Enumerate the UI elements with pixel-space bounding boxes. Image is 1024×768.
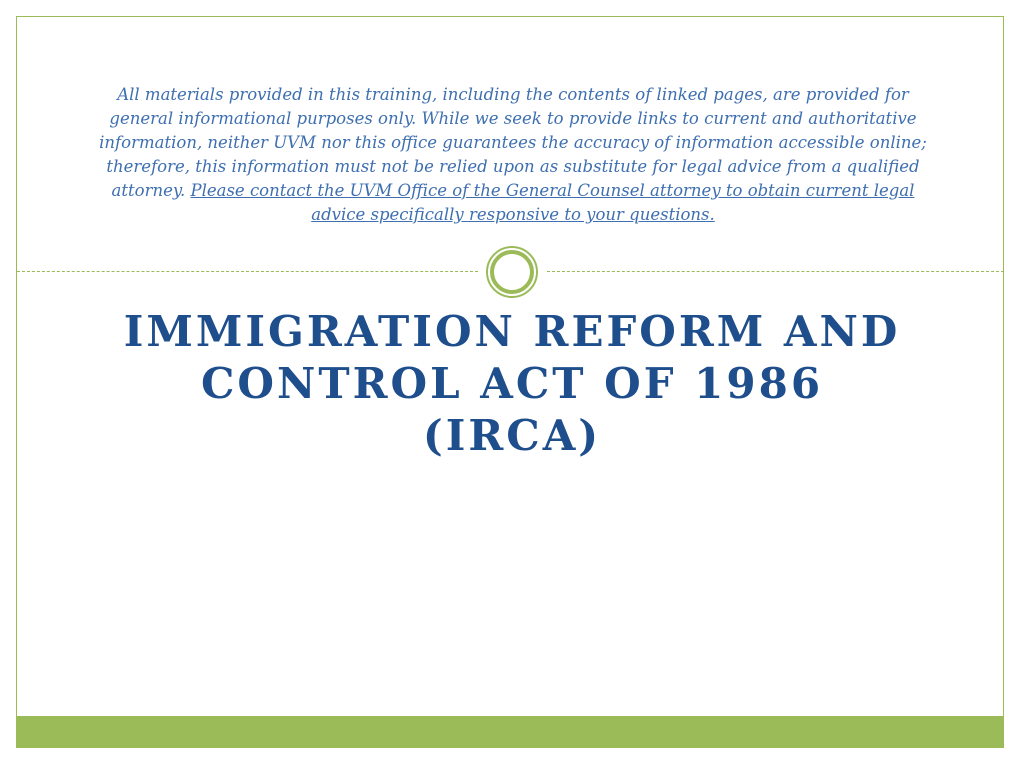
double-ring-icon bbox=[485, 245, 539, 299]
legal-disclaimer bbox=[88, 83, 938, 227]
footer-accent-bar bbox=[17, 716, 1004, 748]
general-counsel-link[interactable]: Please contact the UVM Office of the General Counsel attorney to obtain current legal advice specifically responsive to your questions. bbox=[190, 181, 915, 224]
divider-line-left bbox=[17, 271, 478, 272]
disclaimer-text: All materials provided in this training, including the contents of linked pages, are provided for general informational purposes only. While we seek to provide links to current and authoritative information, neither UVM nor this office guarantees the accuracy of information accessible online; therefore, this information must not be relied upon as substitute for legal advice from a qualified attorney. bbox=[99, 85, 927, 200]
slide-title: IMMIGRATION REFORM AND CONTROL ACT OF 1986 (IRCA) bbox=[123, 307, 901, 460]
divider-line-right bbox=[547, 271, 1004, 272]
